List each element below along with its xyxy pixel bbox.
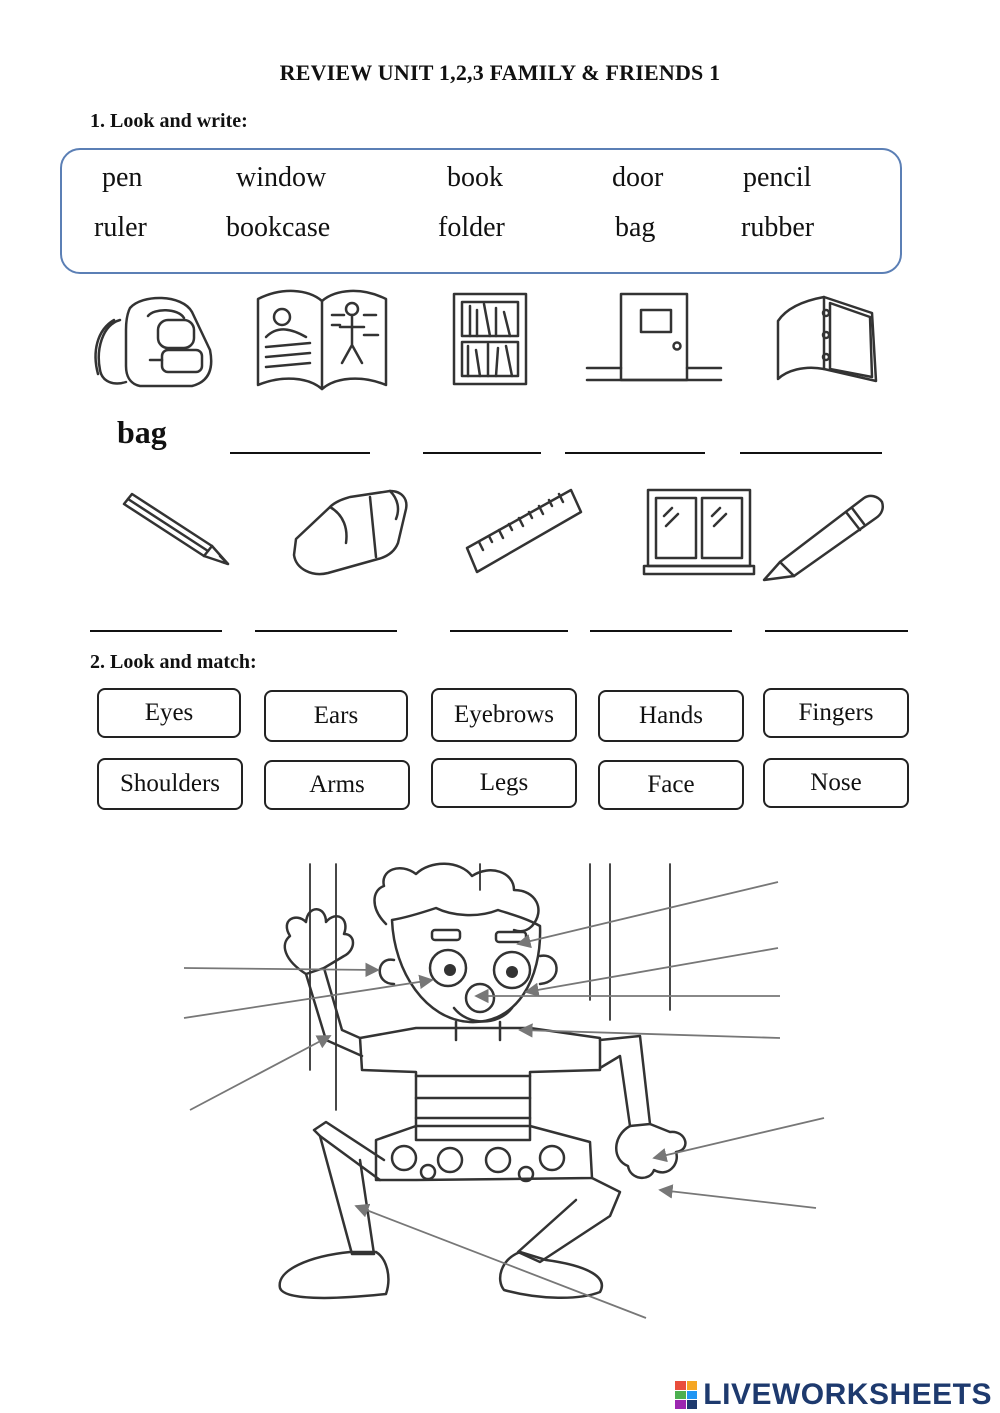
liveworksheets-logo [675, 1378, 992, 1412]
answer-blank[interactable] [590, 630, 732, 632]
section2-heading: 2. Look and match: [90, 651, 257, 673]
answer-blank[interactable] [90, 630, 222, 632]
bookcase-picture [450, 290, 532, 388]
brand-text: LIVEWORKSHEETS [703, 1378, 992, 1411]
match-box-legs[interactable]: Legs [431, 758, 577, 808]
word-bank-item: pen [102, 162, 143, 193]
word-bank-item: door [612, 162, 664, 193]
match-box-shoulders[interactable]: Shoulders [97, 758, 243, 810]
answer-blank[interactable] [740, 452, 882, 454]
match-box-eyes[interactable]: Eyes [97, 688, 241, 738]
body-parts-picture [180, 860, 840, 1330]
word-bank-item: folder [438, 212, 505, 243]
pen-picture [760, 490, 888, 585]
section1-heading: 1. Look and write: [90, 110, 248, 132]
example-answer: bag [117, 414, 167, 450]
schoolbag-picture [92, 290, 217, 390]
match-box-arms[interactable]: Arms [264, 760, 410, 810]
match-box-face[interactable]: Face [598, 760, 744, 810]
match-box-eyebrows[interactable]: Eyebrows [431, 688, 577, 742]
answer-blank[interactable] [765, 630, 908, 632]
ruler-picture [463, 486, 585, 581]
page-title: REVIEW UNIT 1,2,3 FAMILY & FRIENDS 1 [279, 60, 721, 85]
liveworksheets-icon [675, 1381, 697, 1409]
match-box-fingers[interactable]: Fingers [763, 688, 909, 738]
word-bank-item: ruler [94, 212, 147, 243]
word-bank-item: book [447, 162, 503, 193]
window-picture [642, 486, 757, 580]
answer-blank[interactable] [255, 630, 397, 632]
match-box-nose[interactable]: Nose [763, 758, 909, 808]
answer-blank[interactable] [450, 630, 568, 632]
answer-blank[interactable] [423, 452, 541, 454]
door-picture [585, 290, 723, 388]
open-book-picture [252, 285, 392, 393]
folder-picture [772, 285, 882, 390]
word-bank-item: window [236, 162, 327, 193]
word-bank-item: rubber [741, 212, 815, 243]
answer-blank[interactable] [565, 452, 705, 454]
word-bank-item: bookcase [226, 212, 331, 243]
rubber-picture [290, 485, 410, 580]
pencil-picture [120, 490, 232, 570]
match-box-ears[interactable]: Ears [264, 690, 408, 742]
word-bank-item: pencil [743, 162, 812, 193]
answer-blank[interactable] [230, 452, 370, 454]
match-box-hands[interactable]: Hands [598, 690, 744, 742]
word-bank-item: bag [615, 212, 656, 243]
